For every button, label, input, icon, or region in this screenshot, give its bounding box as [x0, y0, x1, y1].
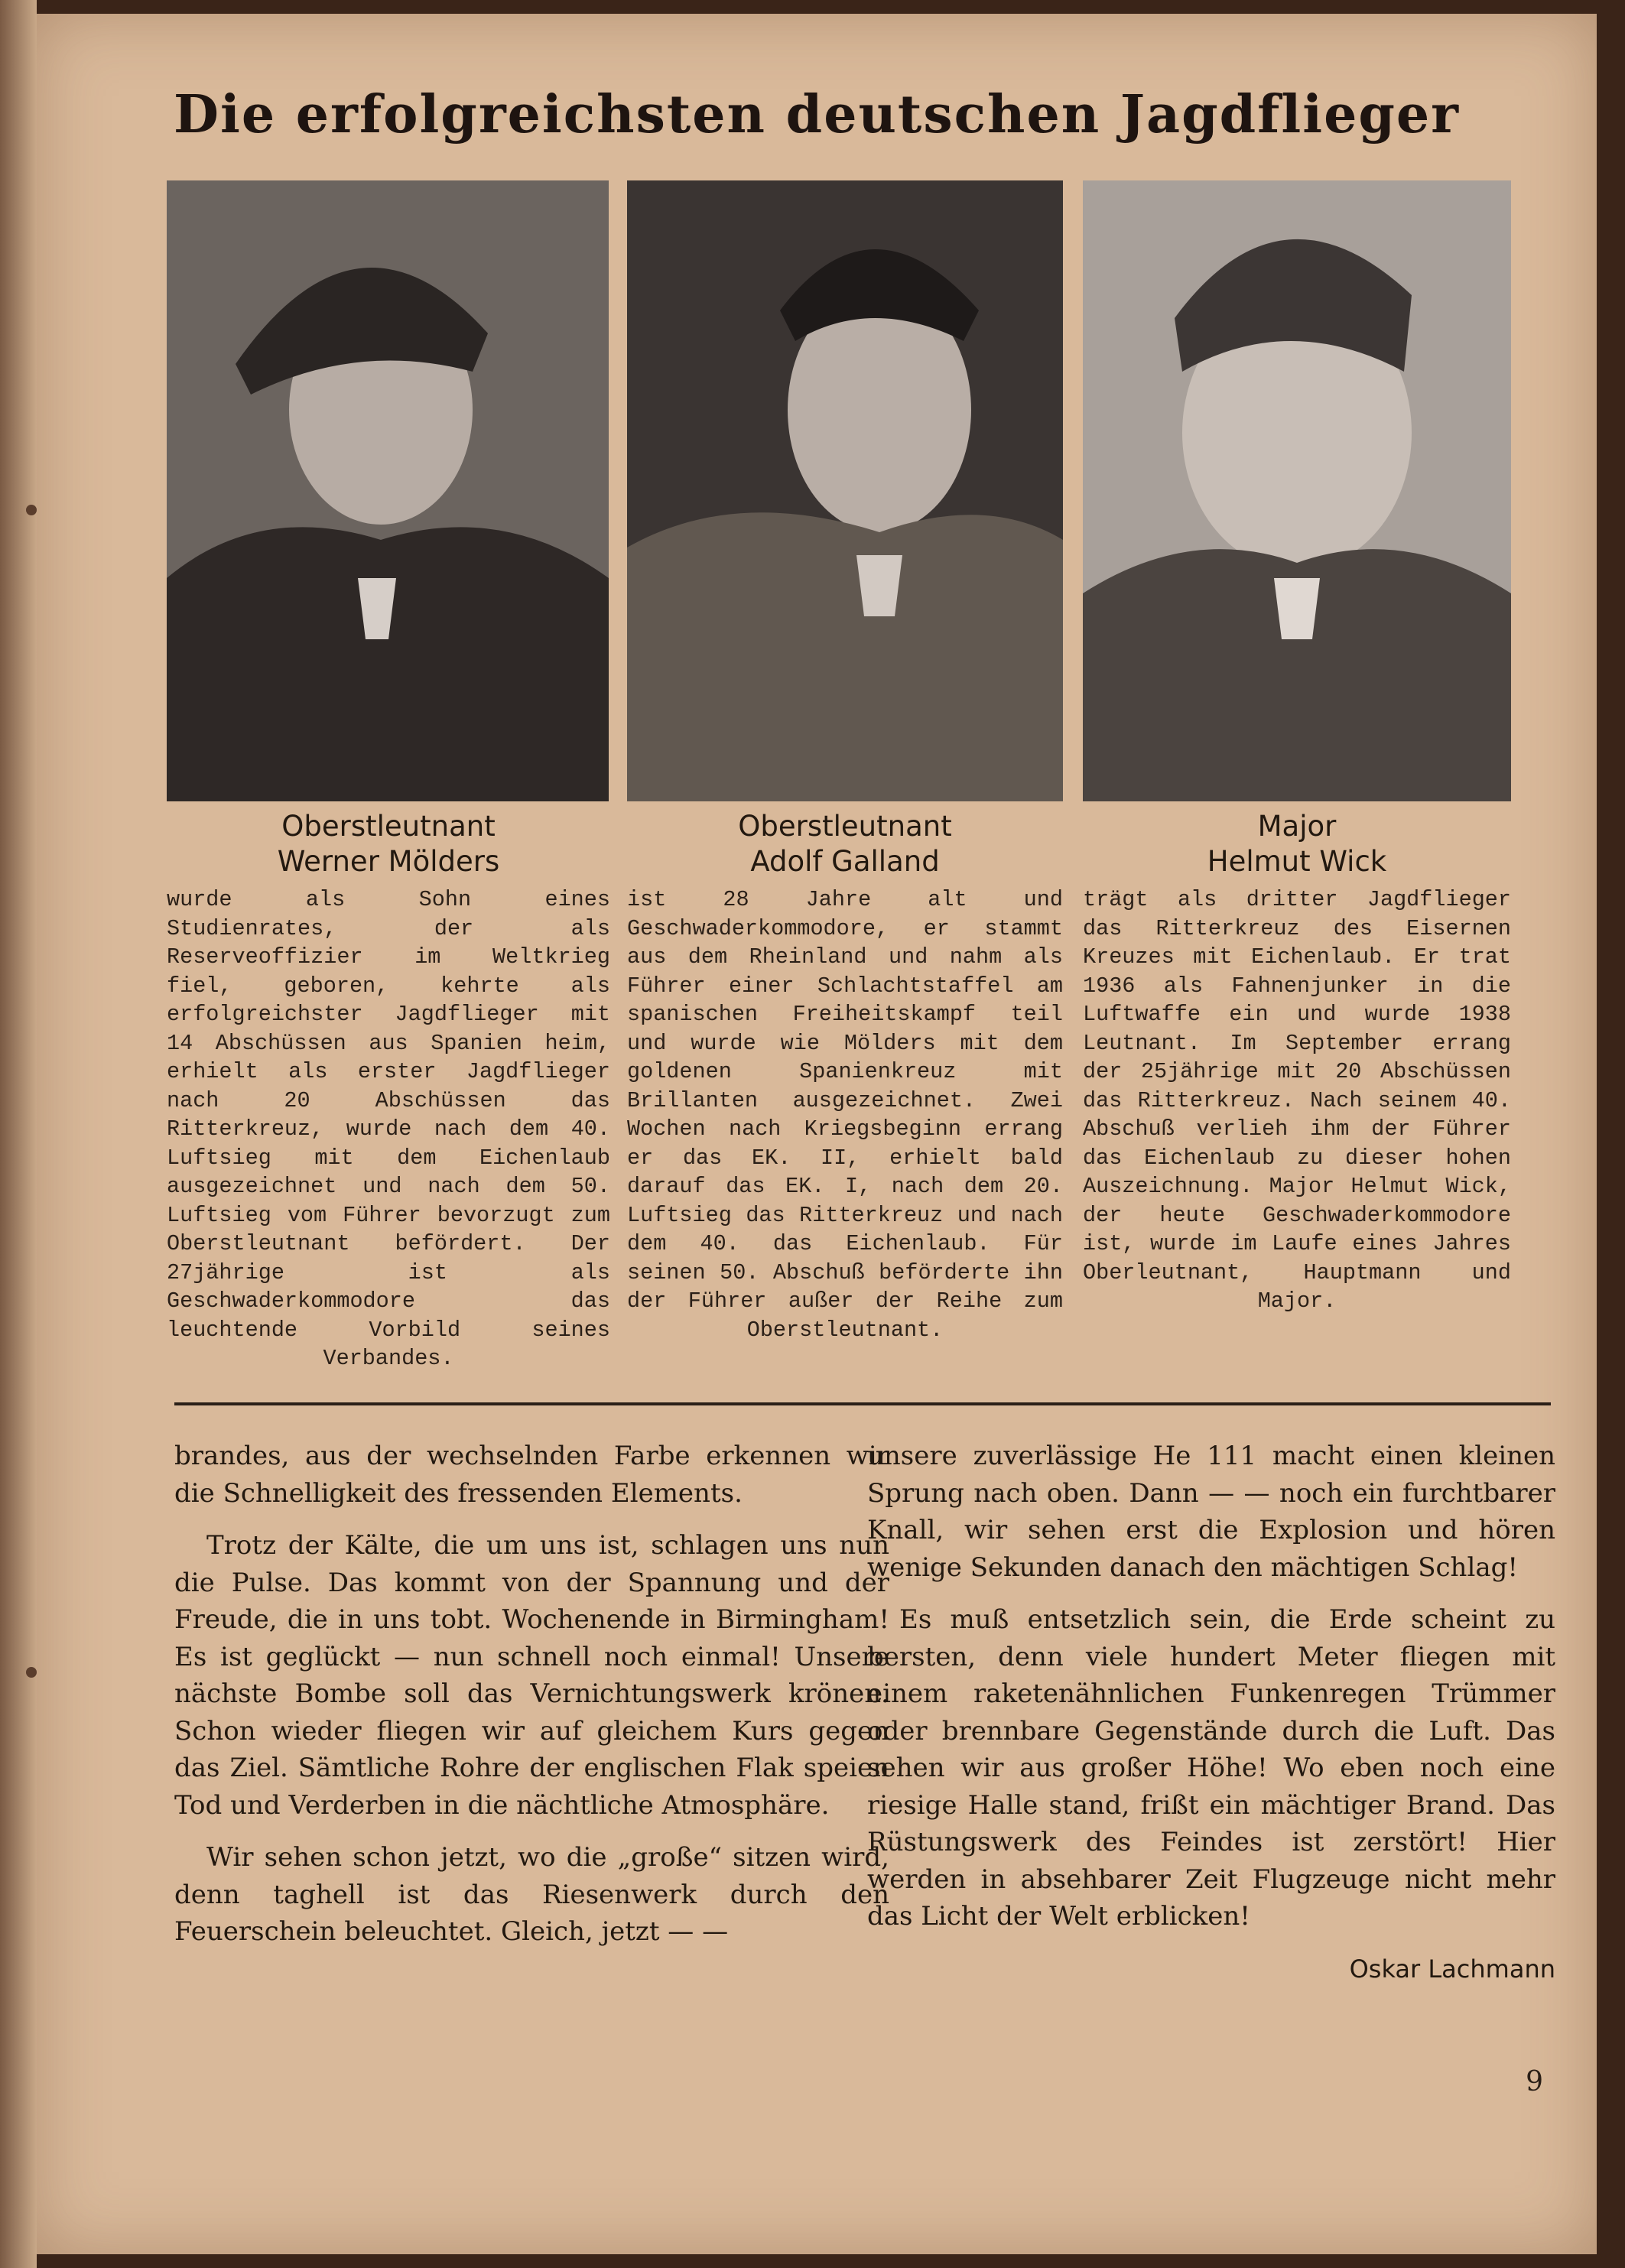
bio-text: wurde als Sohn eines Studienrates, der als Reserveoffizier im Weltkrieg fiel, geboren, kehrte als erfolgreichster Jagdflieger mit 14 Abschüssen aus Spanien heim, erhielt als erster Jagdflieger nach 20 Abschüssen das Ritterkreuz, wurde nach dem 40. Luftsieg mit dem Eichenlaub ausgezeichnet und nach dem 50. Luftsieg vom Führer bevorzugt zum Oberstleutnant befördert. Der 27jährige ist als Geschwaderkommodore das leuchtende Vorbild seines Verbandes.: [167, 887, 610, 1371]
paragraph: brandes, aus der wechselnden Farbe erkennen wir die Schnelligkeit des fressenden Elements.: [174, 1441, 889, 1509]
name-label: Werner Mölders: [277, 845, 500, 878]
bio-text: ist 28 Jahre alt und Geschwaderkommodore, er stammt aus dem Rheinland und nahm als Führer einer Schlachtstaffel am spanischen Freiheitskampf teil und wurde wie Mölders mit dem goldenen Spanienkreuz mit Brillanten ausgezeichnet. Zwei Wochen nach Kriegsbeginn errang er das EK. II, erhielt bald darauf das EK. I, nach dem 20. Luftsieg das Ritterkreuz und nach dem 40. das Eichenlaub. Für seinen 50. Abschuß beförderte ihn der Führer außer der Reihe zum Oberstleutnant.: [627, 887, 1063, 1343]
binding-edge: [0, 0, 37, 2268]
staple: [26, 505, 37, 515]
rank-label: Oberstleutnant: [281, 810, 496, 843]
section-divider: [174, 1402, 1551, 1405]
caption-wick: [1083, 809, 1511, 1316]
paragraph: Es muß entsetzlich sein, die Erde scheint zu bersten, denn viele hundert Meter fliegen mit einem raketenähnlichen Funkenregen Trümmer oder brennbare Gegenstände durch die Luft. Das sehen wir aus großer Höhe! Wo eben noch eine riesige Halle stand, frißt ein mächtiger Brand. Das Rüstungswerk des Feindes ist zerstört! Hier werden in absehbarer Zeit Flugzeuge nicht mehr das Licht der Welt erblicken!: [867, 1604, 1555, 1932]
name-label: Helmut Wick: [1207, 845, 1387, 878]
portrait-photo-wick: [1083, 180, 1511, 801]
magazine-page: [37, 14, 1597, 2254]
page-number: 9: [1526, 2066, 1543, 2097]
article-column-right: [867, 1438, 1555, 1987]
rank-label: Major: [1257, 810, 1337, 843]
paragraph: Trotz der Kälte, die um uns ist, schlagen uns nun die Pulse. Das kommt von der Spannung und der Freude, die in uns tobt. Wochenende in Birmingham! Es ist geglückt — nun schnell noch einmal! Unsere nächste Bombe soll das Vernichtungswerk krönen. Schon wieder fliegen wir auf gleichem Kurs gegen das Ziel. Sämtliche Rohre der englischen Flak speien Tod und Verderben in die nächtliche Atmosphäre.: [174, 1530, 889, 1821]
rank-label: Oberstleutnant: [738, 810, 952, 843]
portrait-photo-moelders: [167, 180, 609, 801]
paragraph: unsere zuverlässige He 111 macht einen kleinen Sprung nach oben. Dann — — noch ein furchtbarer Knall, wir sehen erst die Explosion und hören wenige Sekunden danach den mächtigen Schlag!: [867, 1441, 1555, 1583]
paragraph: Wir sehen schon jetzt, wo die „große“ sitzen wird, denn taghell ist das Riesenwerk durch den Feuerschein beleuchtet. Gleich, jetzt — —: [174, 1842, 889, 1947]
article-column-left: [174, 1438, 889, 1966]
author-byline: Oskar Lachmann: [1349, 1954, 1555, 1984]
bio-text: trägt als dritter Jagdflieger das Ritterkreuz des Eisernen Kreuzes mit Eichenlaub. Er trat 1936 als Fahnenjunker in die Luftwaffe ein und wurde 1938 Leutnant. Im September errang der 25jährige mit 20 Abschüssen das Ritterkreuz. Nach seinem 40. Abschuß verlieh ihm der Führer das Eichenlaub zu dieser hohen Auszeichnung. Major Helmut Wick, der heute Geschwaderkommodore ist, wurde im Laufe eines Jahres Oberleutnant, Hauptmann und Major.: [1083, 887, 1511, 1314]
name-label: Adolf Galland: [750, 845, 940, 878]
caption-moelders: [167, 809, 610, 1373]
portrait-photo-galland: [627, 180, 1063, 801]
page-title: Die erfolgreichsten deutschen Jagdflieger: [174, 84, 1460, 145]
caption-galland: [627, 809, 1063, 1344]
staple: [26, 1667, 37, 1678]
